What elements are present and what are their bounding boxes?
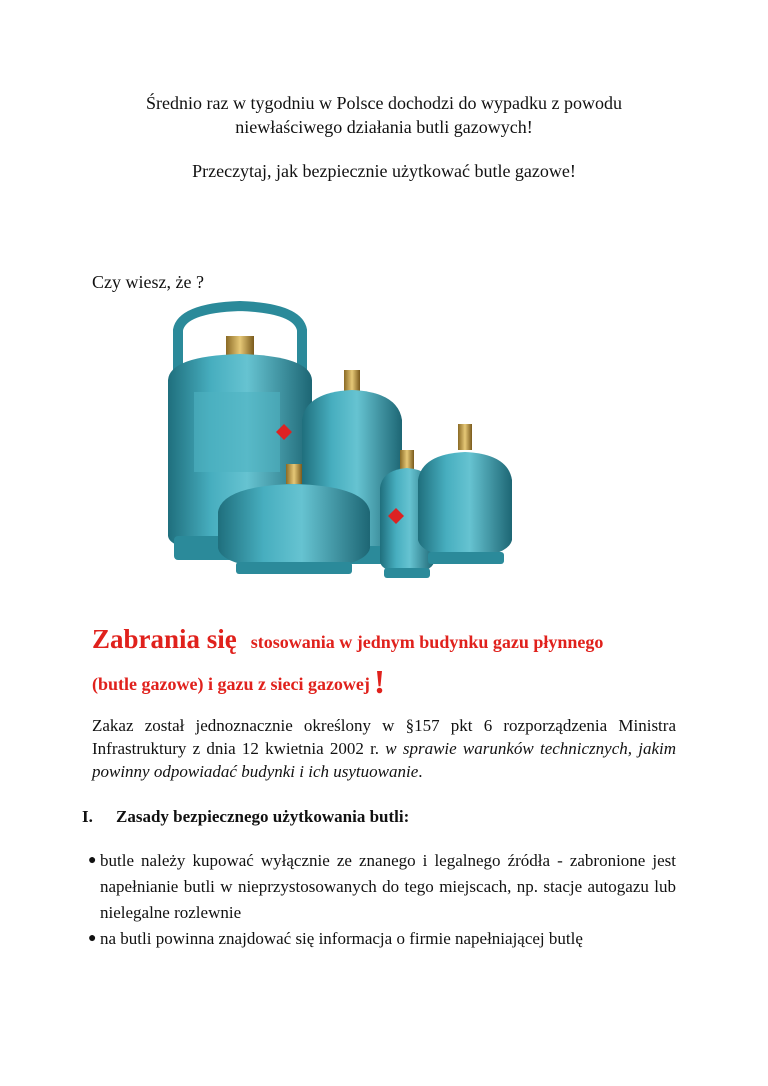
- right-cylinder: [418, 424, 512, 564]
- intro-line-3: Przeczytaj, jak bezpiecznie użytkować butle gazowe!: [192, 161, 576, 181]
- list-item: [88, 848, 676, 926]
- list-item: [88, 926, 676, 952]
- warning-line2-text: (butle gazowe) i gazu z sieci gazowej: [92, 674, 370, 694]
- warning-rest-text: stosowania w jednym budynku gazu płynnego: [250, 632, 604, 652]
- paragraph-italic: w sprawie warunków technicznych, jakim powinny odpowiadać budynki i ich usytuowanie: [92, 739, 677, 781]
- intro-line-1: Średnio raz w tygodniu w Polsce dochodzi do wypadku z powodu: [146, 93, 622, 113]
- section-number: I.: [82, 807, 93, 826]
- section-heading: [82, 807, 409, 827]
- question-heading: Czy wiesz, że ?: [92, 272, 204, 292]
- warning-big-text: Zabrania się: [92, 624, 237, 654]
- warning-line-1: [92, 624, 603, 655]
- intro-line-2: niewłaściwego działania butli gazowych!: [235, 117, 533, 137]
- bullet-dot-icon: ●: [88, 853, 97, 868]
- warning-exclamation: !: [373, 664, 386, 701]
- warning-line-2: [92, 664, 385, 702]
- bullet-dot-icon: ●: [88, 931, 97, 946]
- paragraph-end: .: [418, 762, 423, 781]
- bullet-list: [88, 848, 676, 952]
- bullet-text: butle należy kupować wyłącznie ze znanego i legalnego źródła - zabronione jest napełnianie butli w nieprzystosowanych do tego miejscach, np. stacje autogazu lub nielegalne rozlewnie: [100, 851, 676, 922]
- gas-cylinders-image: [160, 300, 520, 590]
- bullet-text: na butli powinna znajdować się informacja o firmie napełniającej butlę: [100, 929, 583, 948]
- paragraph-plain: Zakaz został jednoznacznie określony w §157 pkt 6 rozporządzenia Ministra Infrastruktury z dnia 12 kwietnia 2002 r.: [92, 716, 676, 758]
- legal-paragraph: [92, 714, 676, 783]
- section-title: Zasady bezpiecznego użytkowania butli:: [116, 807, 410, 826]
